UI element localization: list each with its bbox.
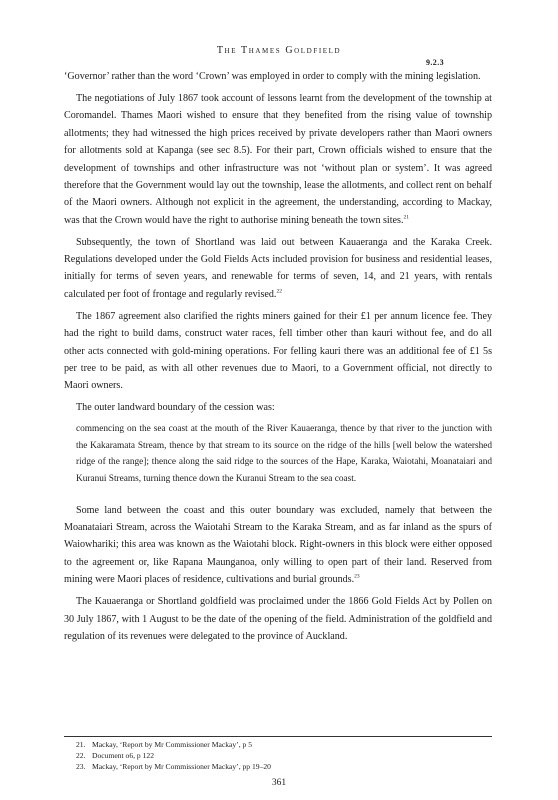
paragraph-6-text: Some land between the coast and this outer boundary was excluded, namely that between the Moanataiari Stream, across the Waiotahi Stream to the Karaka Stream, and as far inland as the spurs of Waiowhariki; this area was known as the Waiotahi block. Right-owners in this block were either opposed to the agreement or, like Rapana Maunganoa, only willing to open part of their land. Reserved from mining were Maori places of residence, cultivations and burial grounds. — [64, 504, 492, 586]
footnotes — [76, 739, 271, 773]
footnote-number: 21. — [76, 740, 86, 749]
paragraph-4-text: The 1867 agreement also clarified the rights miners gained for their £1 per annum licence fee. They had the right to build dams, construct water races, fell timber other than kauri without fee, and do all other acts connected with gold-mining operations. For felling kauri there was an additional fee of £1 5s per tree to be paid, as with all other revenues due to Maori, to a Government official, not directly to Maori owners. — [64, 310, 492, 392]
footnote-number: 22. — [76, 751, 86, 761]
footnote-number: 23. — [76, 762, 86, 772]
paragraph-3-text: Subsequently, the town of Shortland was laid out between Kauaeranga and the Karaka Creek. Regulations developed under the Gold Fields Acts included provision for business and residential leases, initially for terms of seven years, and renewable for terms of seven, 14, and 21 years, with rentals calculated per foot of frontage and regularly revised. — [64, 236, 492, 300]
footnote-rule — [64, 736, 492, 737]
footnote-ref-23: 23 — [354, 573, 360, 580]
paragraph-5 — [64, 399, 492, 416]
paragraph-3 — [64, 234, 492, 304]
running-head: The Thames Goldfield — [216, 45, 342, 56]
footnote-text: Mackay, ‘Report by Mr Commissioner Mackay’, p 5 — [92, 740, 252, 749]
footnote-23 — [76, 761, 271, 772]
footnote-text: Mackay, ‘Report by Mr Commissioner Mackay’, pp 19–20 — [92, 762, 271, 772]
footnote-21 — [76, 739, 271, 750]
page-number: 361 — [271, 778, 287, 788]
paragraph-1 — [64, 68, 492, 85]
body-text — [64, 68, 492, 650]
section-number: 9.2.3 — [426, 58, 444, 67]
footnote-text: Document o6, p 122 — [92, 751, 155, 761]
paragraph-7-text: The Kauaeranga or Shortland goldfield was proclaimed under the 1866 Gold Fields Act by Pollen on 30 July 1867, with 1 August to be the date of the opening of the field. Administration of the goldfield and regulation of its revenues were delegated to the province of Auckland. — [64, 596, 492, 642]
block-quote: commencing on the sea coast at the mouth of the River Kauaeranga, thence by that river to the junction with the Kakaramata Stream, thence by that stream to its source on the ridge of the hills [well below the watershed ridge of the range]; thence along the said ridge to the sources of the Hape, Karaka, Waiotahi, Moanataiari and Kuranui Streams, turning thence down the Kuranui Stream to the sea coast. — [76, 424, 492, 484]
footnote-ref-22: 22 — [276, 288, 282, 295]
footnote-22 — [76, 750, 271, 761]
paragraph-4 — [64, 308, 492, 395]
paragraph-2 — [64, 90, 492, 229]
footnote-ref-21: 21 — [403, 214, 409, 221]
paragraph-6 — [64, 502, 492, 589]
paragraph-1-text: ‘Governor’ rather than the word ‘Crown’ was employed in order to comply with the mining legislation. — [64, 71, 481, 82]
paragraph-2-text: The negotiations of July 1867 took account of lessons learnt from the development of the township at Coromandel. Thames Maori wished to ensure that they benefited from the rising value of township allotments; they had witnessed the high prices received by private developers rather than Maori owners for allotments sold at Kapanga (see sec 8.5). For their part, Crown officials wished to ensure that the development of townships and other infrastructure was not ‘without plan or system’. It was agreed therefore that the Government would lay out the township, lease the allotments, and collect rent on behalf of the Maori owners. Although not explicit in the agreement, the understanding, according to Mackay, was that the Crown would have the right to authorise mining beneath the town sites. — [64, 92, 492, 226]
paragraph-7 — [64, 593, 492, 645]
paragraph-5-text: The outer landward boundary of the cession was: — [76, 402, 275, 414]
